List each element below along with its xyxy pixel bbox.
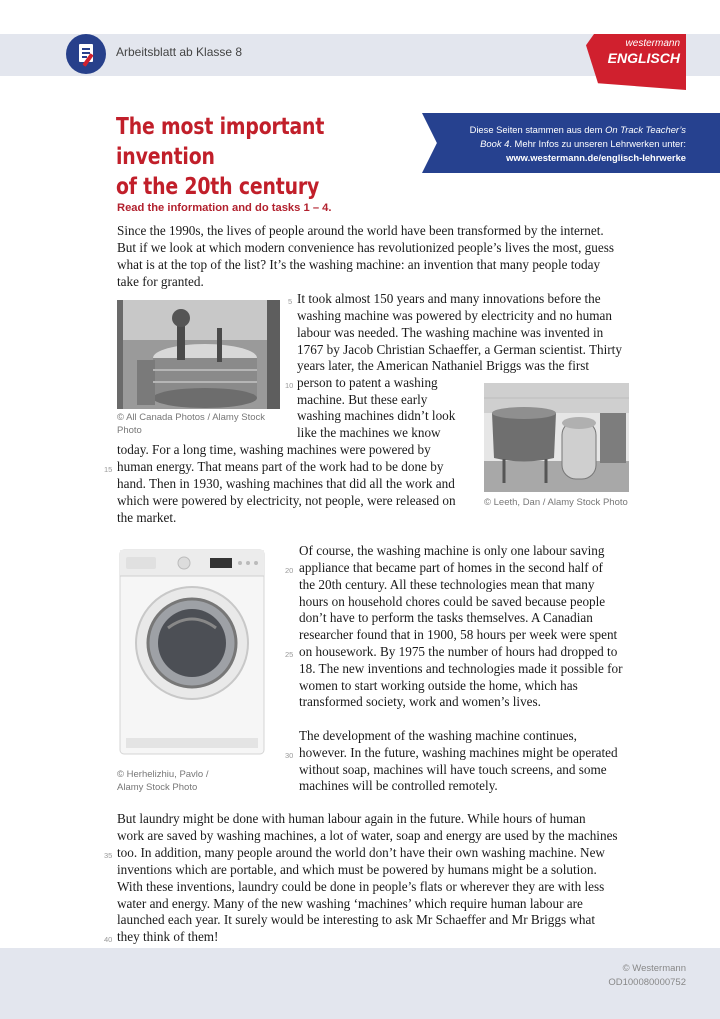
info-text-2b: . Mehr Infos zu unseren Lehrwerken unter: (509, 138, 686, 149)
info-text (440, 123, 686, 165)
body-line: Since the 1990s, the lives of people around the world have been transformed by the internet. (117, 223, 604, 238)
line-number: 15 (104, 465, 113, 474)
photo-washing-machine (118, 548, 266, 756)
task-instruction: Read the information and do tasks 1 – 4. (117, 202, 332, 214)
caption-photo-1 (117, 411, 287, 437)
body-line: 18. The new inventions and technologies made it possible for (299, 661, 623, 676)
footer-text (560, 962, 686, 990)
body-line: without soap, machines will have touch screens, and some (299, 762, 607, 777)
body-line: hand. Then in 1930, washing machines that did all the work and (117, 476, 455, 491)
caption-photo-1-line: Photo (117, 425, 142, 436)
line-number: 10 (285, 381, 294, 390)
body-line: But if we look at which modern convenience has revolutionized people’s lives the most, guess (117, 240, 614, 255)
body-line: which were powered by electricity, not people, were released on (117, 493, 456, 508)
info-text-1b: On Track Teacher’s (605, 124, 686, 135)
photo-old-washers (484, 383, 629, 492)
body-line: don’t have to perform the tasks themselves. A Canadian (299, 610, 593, 625)
caption-photo-3 (117, 768, 277, 794)
body-line: labour was needed. The washing machine was invented in (297, 325, 604, 340)
body-line: machine. But these early (297, 392, 428, 407)
caption-photo-3-line: © Herhelizhiu, Pavlo / (117, 769, 209, 780)
body-line: hours on household chores could be saved because people (299, 594, 606, 609)
body-line: like the machines we know (297, 425, 441, 440)
body-line: machines will be controlled remotely. (299, 778, 498, 793)
brand-subject: ENGLISCH (607, 50, 680, 66)
line-number: 25 (285, 650, 294, 659)
title-line-1: The most important invention (116, 114, 325, 170)
body-line: years later, the American Nathaniel Briggs was the first (297, 358, 590, 373)
page-title (116, 112, 362, 202)
body-line: launched each year. It surely would be interesting to ask Mr Schaeffer and Mr Briggs what (117, 912, 596, 927)
line-number: 5 (288, 297, 293, 306)
line-number: 40 (104, 935, 113, 944)
body-line: inventions which are portable, and which must be powered by humans might be a solution. (117, 862, 597, 877)
brand-name: westermann (625, 38, 680, 49)
info-link[interactable]: www.westermann.de/englisch-lehrwerke (506, 152, 686, 163)
worksheet-icon (66, 34, 106, 74)
body-line: human energy. That means part of the work had to be done by (117, 459, 444, 474)
body-line: however. In the future, washing machines might be operated (299, 745, 618, 760)
body-line: the market. (117, 510, 177, 525)
body-line: 1767 by Jacob Christian Schaeffer, a German scientist. Thirty (297, 342, 622, 357)
body-line: The development of the washing machine continues, (299, 728, 577, 743)
caption-photo-1-line: © All Canada Photos / Alamy Stock (117, 412, 265, 423)
photo-antique-washer (117, 300, 280, 409)
line-number: 30 (285, 751, 294, 760)
body-line: work are saved by washing machines, a lot of water, soap and energy are used by the machines (117, 828, 618, 843)
caption-photo-2: © Leeth, Dan / Alamy Stock Photo (484, 497, 628, 508)
body-line: too. In addition, many people around the world don’t have their own washing machine. New (117, 845, 605, 860)
body-line: washing machines didn’t look (297, 408, 456, 423)
info-text-2a: Book 4 (480, 138, 510, 149)
body-line: washing machine was powered by electricity and no human (297, 308, 612, 323)
body-line: the 20th century. All these technologies mean that many (299, 577, 595, 592)
body-line: researcher found that in 1900, 58 hours per week were spent (299, 627, 618, 642)
title-line-2: of the 20th century (116, 174, 320, 200)
footer-copyright: © Westermann (622, 963, 686, 974)
body-line: women to start working outside the home, which has (299, 678, 578, 693)
body-line: today. For a long time, washing machines were powered by (117, 442, 431, 457)
line-number: 20 (285, 566, 294, 575)
body-line: water and energy. Many of the new washing ‘machines’ which require human labour are (117, 896, 583, 911)
footer-code: OD100080000752 (608, 977, 686, 988)
body-line: With these inventions, laundry could be done in people’s flats or wherever they are with less (117, 879, 605, 894)
body-line: It took almost 150 years and many innovations before the (297, 291, 601, 306)
worksheet-label: Arbeitsblatt ab Klasse 8 (116, 45, 243, 59)
body-line: person to patent a washing (297, 375, 438, 390)
body-line: they think of them! (117, 929, 219, 944)
info-text-1a: Diese Seiten stammen aus dem (469, 124, 606, 135)
line-number: 35 (104, 851, 113, 860)
body-line: take for granted. (117, 274, 204, 289)
body-line: Of course, the washing machine is only one labour saving (299, 543, 605, 558)
body-line: what is at the top of the list? It’s the washing machine: an invention that many people today (117, 257, 601, 272)
body-line: transformed society, work and women’s lives. (299, 694, 541, 709)
body-line: appliance that became part of homes in the second half of (299, 560, 603, 575)
body-line: on housework. By 1975 the number of hours had dropped to (299, 644, 618, 659)
body-line: But laundry might be done with human labour again in the future. While hours of human (117, 811, 586, 826)
caption-photo-3-line: Alamy Stock Photo (117, 782, 198, 793)
